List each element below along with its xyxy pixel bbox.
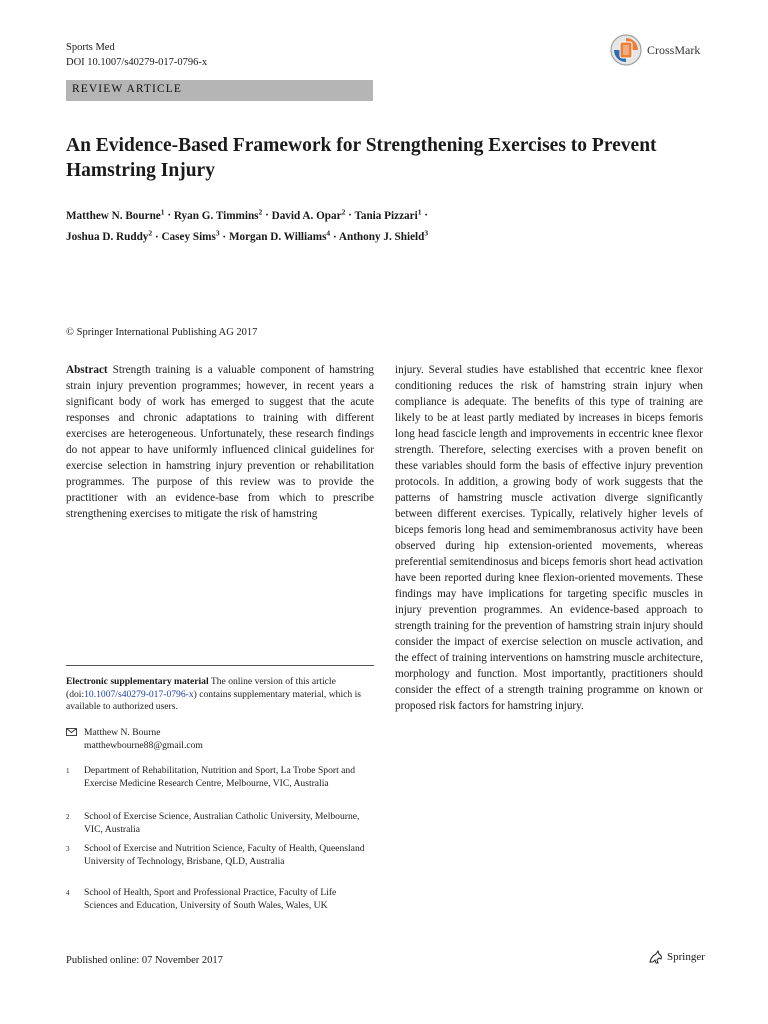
esm-doi-link[interactable]: 10.1007/s40279-017-0796-x — [84, 688, 194, 700]
author-name: Morgan D. Williams — [228, 231, 327, 244]
affiliation-text: School of Exercise Science, Australian Catholic University, Melbourne, VIC, Australia — [84, 811, 360, 835]
esm-label: Electronic supplementary material — [66, 676, 209, 687]
abstract-text-part1: Strength training is a valuable component of hamstring strain injury prevention programmes; however, in recent years a significant body of work has emerged to suggest that the acute responses and chronic adaptations to training with different exercises are heterogeneous. Unfortunately, these research findings do not appear to have uniformly influenced clinical guidelines for exercise selection in hamstring injury prevention or rehabilitation programmes. The purpose of this review was to provide the practitioner with an evidence-base from which to prescribe strengthening exercises to mitigate the risk of hamstring — [66, 364, 375, 520]
author — [173, 207, 263, 222]
affiliation-text: Department of Rehabilitation, Nutrition and Sport, La Trobe Sport and Exercise Medicine Research Centre, Melbourne, VIC, Australia — [84, 765, 355, 789]
esm-text-after: ) contains supplementary material, which is available to authorized users. — [66, 688, 361, 712]
author — [228, 228, 331, 244]
doi: DOI 10.1007/s40279-017-0796-x — [66, 57, 208, 68]
affiliation-number: 4 — [66, 889, 70, 897]
author-name: Joshua D. Ruddy — [66, 231, 149, 244]
publisher-logo — [648, 950, 705, 964]
envelope-icon — [66, 728, 77, 741]
author-affiliation-marker: 1 — [417, 207, 422, 216]
affiliation-number: 3 — [66, 845, 70, 853]
copyright: © Springer International Publishing AG 2017 — [66, 327, 258, 338]
corresponding-email[interactable]: matthewbourne88@gmail.com — [84, 739, 203, 751]
affiliation-text: School of Health, Sport and Professional Practice, Faculty of Life Sciences and Education, University of South Wales, Wales, UK — [84, 887, 337, 911]
abstract-column-right — [395, 362, 703, 714]
springer-horse-icon — [648, 950, 664, 964]
author — [271, 207, 346, 222]
journal-header — [66, 40, 207, 70]
author-name: Ryan G. Timmins — [173, 209, 259, 222]
author-affiliation-marker: 3 — [215, 228, 220, 238]
affiliation-number: 1 — [66, 767, 70, 775]
author-name: Casey Sims — [161, 231, 216, 244]
article-title: An Evidence-Based Framework for Strengthening Exercises to Prevent Hamstring Injury — [66, 135, 657, 181]
publisher-name: Springer — [667, 951, 705, 963]
author-affiliation-marker: 2 — [341, 207, 346, 216]
crossmark-badge[interactable] — [610, 32, 720, 68]
footnote-divider — [66, 665, 374, 666]
author-name: Matthew N. Bourne — [66, 209, 161, 222]
crossmark-label: CrossMark — [647, 42, 701, 57]
author-affiliation-marker: 2 — [148, 228, 153, 238]
corresponding-name: Matthew N. Bourne — [84, 727, 161, 738]
published-date: Published online: 07 November 2017 — [66, 955, 223, 966]
author-name: Anthony J. Shield — [338, 231, 425, 244]
author-affiliation-marker: 2 — [258, 207, 263, 216]
journal-name: Sports Med — [66, 42, 115, 53]
author — [161, 228, 220, 244]
author-name: Tania Pizzari — [354, 209, 418, 222]
abstract-text-part2: injury. Several studies have established that eccentric knee flexor conditioning reduces the risk of hamstring strain injury when compliance is adequate. The benefits of this type of training are likely to be at least partly mediated by increases in biceps femoris long head fascicle length and improvements in eccentric knee flexor strength. Therefore, selecting exercises with a proven benefit on these variables should form the basis of effective injury prevention protocols. In addition, a growing body of work suggests that the patterns of hamstring muscle activation diverge significantly between different exercises. Typically, relatively higher levels of biceps femoris long head and semimembranosus activity have been observed during hip extension-oriented movements, whereas preferential semitendinosus and biceps femoris short head activation have been reported during knee flexion-oriented movements. These findings may have implications for targeting specific muscles in injury prevention programmes. An evidence-based approach to strength training for the prevention of hamstring strain injury should consider the impact of exercise selection on muscle activation, and the effect of training interventions on hamstring muscle architecture, morphology and function. Most importantly, practitioners should consider the effect of a strength training programme on known or proposed risk factors for hamstring injury. — [395, 364, 703, 712]
author-affiliation-marker: 3 — [424, 228, 429, 238]
author-name: David A. Opar — [271, 209, 342, 222]
author — [66, 228, 153, 244]
abstract-label: Abstract — [66, 364, 108, 376]
crossmark-icon — [610, 34, 642, 66]
author-list: Matthew N. Bourne$^1$ · Ryan G. Timmins$^2$ · David A. Opar$^2$ · Tania Pizzari$^1$ · Joshua D. Ruddy$^2$ · Casey Sims$^3$ · Morgan D. Williams$^4$ · Anthony J. Shield$^3$ — [66, 207, 429, 244]
abstract-column-left — [66, 362, 374, 522]
author — [354, 207, 422, 222]
author — [66, 207, 165, 222]
article-type: REVIEW ARTICLE — [72, 83, 182, 95]
supplementary-note — [66, 676, 374, 714]
affiliation-number: 2 — [66, 813, 70, 821]
author-affiliation-marker: 1 — [160, 207, 165, 216]
author — [338, 228, 429, 244]
esm-text-before: The online version of this article (doi: — [66, 676, 336, 700]
article-type-band — [66, 80, 373, 101]
author-affiliation-marker: 4 — [326, 228, 331, 238]
affiliation-text: School of Exercise and Nutrition Science, Faculty of Health, Queensland University of Technology, Brisbane, QLD, Australia — [84, 843, 365, 867]
